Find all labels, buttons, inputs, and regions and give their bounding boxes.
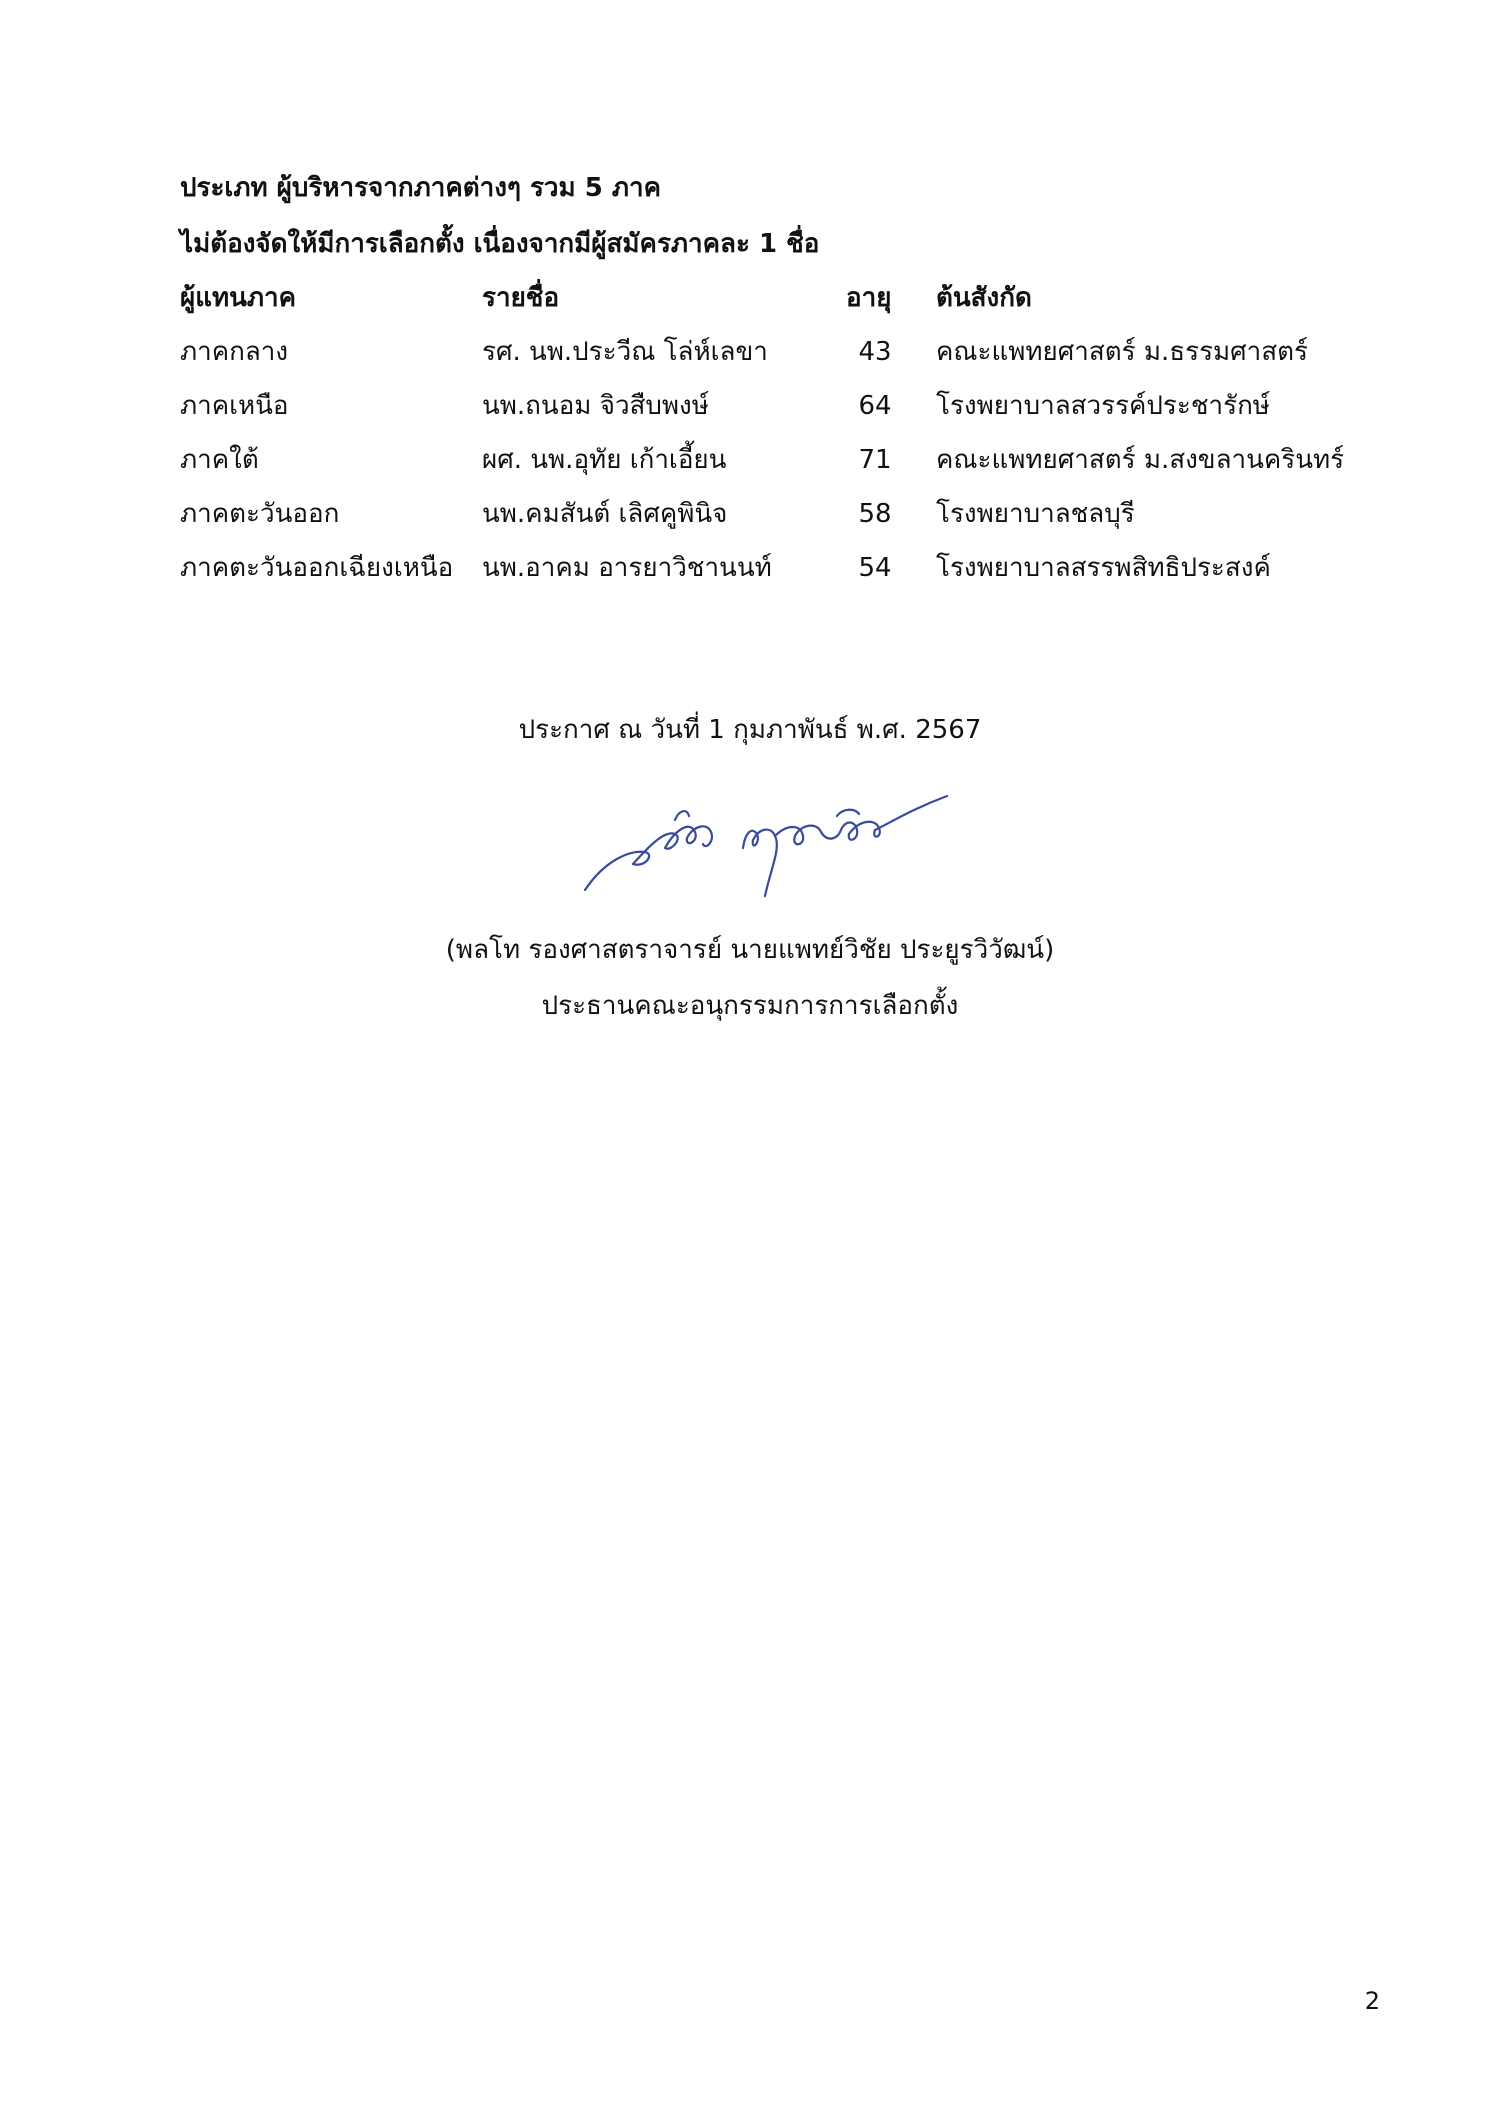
table-row	[180, 332, 1380, 386]
column-header-region: ผู้แทนภาค	[180, 283, 297, 313]
section-heading: ประเภท ผู้บริหารจากภาคต่างๆ รวม 5 ภาค	[180, 173, 661, 203]
org-cell: คณะแพทยศาสตร์ ม.ธรรมศาสตร์	[936, 337, 1308, 367]
section-subheading: ไม่ต้องจัดให้มีการเลือกตั้ง เนื่องจากมีผู้สมัครภาคละ 1 ชื่อ	[180, 229, 820, 259]
org-cell: โรงพยาบาลชลบุรี	[936, 499, 1135, 529]
announcement-date: ประกาศ ณ วันที่ 1 กุมภาพันธ์ พ.ศ. 2567	[518, 715, 982, 745]
org-cell: คณะแพทยศาสตร์ ม.สงขลานครินทร์	[936, 445, 1345, 475]
column-header-org: ต้นสังกัด	[936, 283, 1032, 313]
column-header-name: รายชื่อ	[482, 283, 560, 313]
column-header-age: อายุ	[846, 283, 892, 313]
region-cell: ภาคตะวันออก	[180, 499, 340, 529]
representatives-table	[180, 278, 1380, 602]
page-number: 2	[1364, 1987, 1380, 2015]
age-cell: 58	[858, 499, 892, 529]
table-row	[180, 440, 1380, 494]
name-cell: นพ.อาคม อารยาวิชานนท์	[482, 553, 772, 583]
org-cell: โรงพยาบาลสรรพสิทธิประสงค์	[936, 553, 1271, 583]
signer-title: ประธานคณะอนุกรรมการการเลือกตั้ง	[541, 991, 959, 1021]
name-cell: นพ.คมสันต์ เลิศคูพินิจ	[482, 499, 728, 529]
region-cell: ภาคตะวันออกเฉียงเหนือ	[180, 553, 454, 583]
age-cell: 54	[858, 553, 892, 583]
table-row	[180, 548, 1380, 602]
name-cell: นพ.ถนอม จิวสืบพงษ์	[482, 391, 709, 421]
signer-name: (พลโท รองศาสตราจารย์ นายแพทย์วิชัย ประยูรวิวัฒน์)	[445, 935, 1055, 965]
table-header-row	[180, 278, 1380, 332]
handwritten-signature	[575, 790, 955, 910]
age-cell: 64	[858, 391, 892, 421]
table-row	[180, 386, 1380, 440]
table-row	[180, 494, 1380, 548]
age-cell: 43	[858, 337, 892, 367]
region-cell: ภาคเหนือ	[180, 391, 289, 421]
region-cell: ภาคใต้	[180, 445, 259, 475]
name-cell: รศ. นพ.ประวีณ โล่ห์เลขา	[482, 337, 768, 367]
age-cell: 71	[858, 445, 892, 475]
org-cell: โรงพยาบาลสวรรค์ประชารักษ์	[936, 391, 1270, 421]
name-cell: ผศ. นพ.อุทัย เก้าเอี้ยน	[482, 445, 727, 475]
region-cell: ภาคกลาง	[180, 337, 289, 367]
